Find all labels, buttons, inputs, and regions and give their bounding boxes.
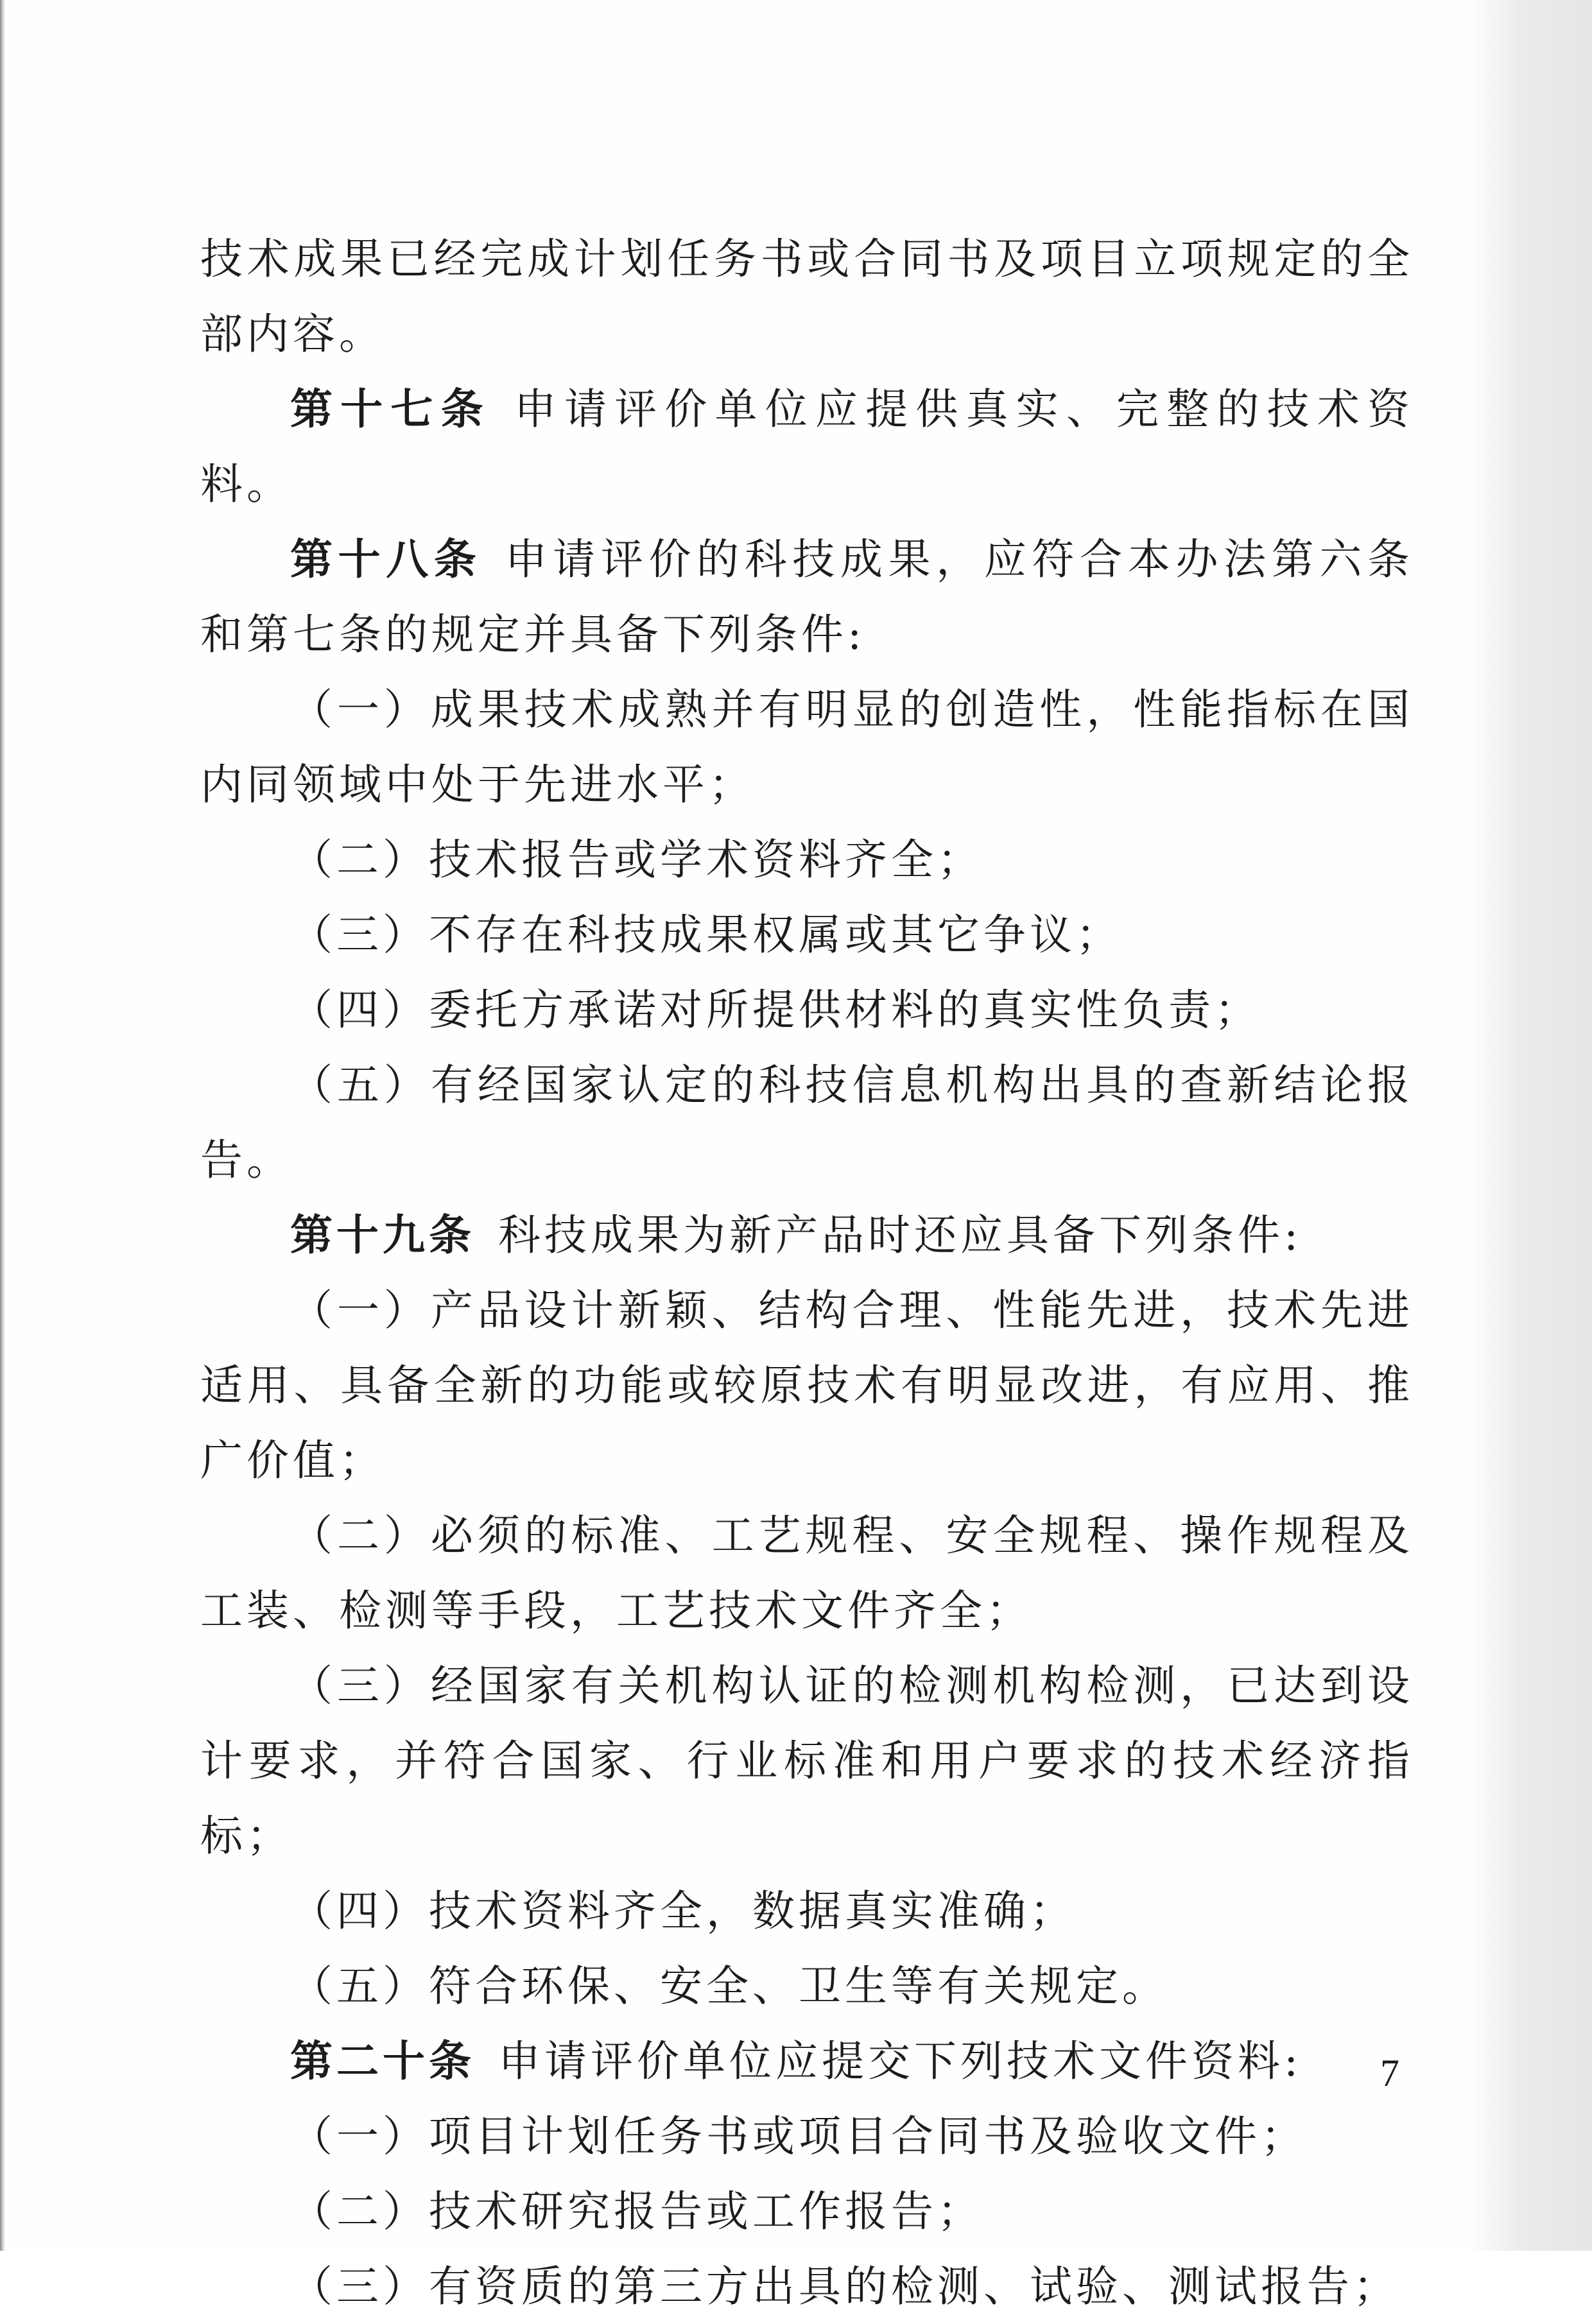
list-item-text: （三）有资质的第三方出具的检测、试验、测试报告； — [290, 2262, 1399, 2311]
article-20-item-3 — [200, 2249, 1414, 2324]
list-item-text: （一）成果技术成熟并有明显的创造性，性能指标在国内同领域中处于先进水平； — [200, 685, 1414, 809]
article-19 — [200, 1198, 1414, 1273]
article-18-item-5 — [200, 1047, 1414, 1198]
article-18 — [200, 522, 1414, 672]
list-item-text: （五）符合环保、安全、卫生等有关规定。 — [290, 1961, 1168, 2011]
list-item-text: （四）技术资料齐全，数据真实准确； — [290, 1886, 1076, 1936]
article-20-item-2 — [200, 2174, 1414, 2249]
list-item-text: （二）必须的标准、工艺规程、安全规程、操作规程及工装、检测等手段，工艺技术文件齐全； — [200, 1511, 1414, 1635]
list-item-text: （二）技术报告或学术资料齐全； — [290, 835, 983, 884]
article-19-text: 科技成果为新产品时还应具备下列条件: — [498, 1210, 1302, 1260]
list-item-text: （五）有经国家认定的科技信息机构出具的查新结论报告。 — [200, 1060, 1414, 1185]
article-20-heading: 第二十条 — [290, 2036, 475, 2086]
list-item-text: （四）委托方承诺对所提供材料的真实性负责； — [290, 985, 1261, 1035]
paragraph-0 — [200, 221, 1414, 372]
article-20-text: 申请评价单位应提交下列技术文件资料: — [498, 2036, 1302, 2086]
article-19-item-3 — [200, 1648, 1414, 1873]
article-20 — [200, 2024, 1414, 2099]
list-item-text: （一）项目计划任务书或项目合同书及验收文件； — [290, 2112, 1307, 2161]
scan-shadow-left — [0, 0, 5, 2251]
article-18-item-3 — [200, 897, 1414, 972]
article-17 — [200, 372, 1414, 522]
list-item-text: （三）不存在科技成果权属或其它争议； — [290, 910, 1122, 960]
body-text — [200, 221, 1414, 2324]
article-19-item-5 — [200, 1949, 1414, 2024]
article-18-text: 申请评价的科技成果，应符合本办法第六条和第七条的规定并具备下列条件: — [200, 535, 1414, 659]
article-19-item-4 — [200, 1873, 1414, 1949]
scan-shadow-right — [1470, 0, 1592, 2251]
article-18-item-4 — [200, 972, 1414, 1047]
article-19-item-2 — [200, 1498, 1414, 1648]
paragraph-0-text: 技术成果已经完成计划任务书或合同书及项目立项规定的全部内容。 — [200, 234, 1414, 359]
article-17-heading: 第十七条 — [290, 384, 491, 434]
list-item-text: （三）经国家有关机构认证的检测机构检测，已达到设计要求，并符合国家、行业标准和用户要求的技术经济指标； — [200, 1661, 1414, 1861]
list-item-text: （一）产品设计新颖、结构合理、性能先进，技术先进适用、具备全新的功能或较原技术有明显改进，有应用、推广价值； — [200, 1286, 1414, 1485]
article-18-item-2 — [200, 822, 1414, 897]
article-20-item-1 — [200, 2099, 1414, 2174]
article-17-text: 申请评价单位应提供真实、完整的技术资料。 — [200, 384, 1414, 509]
list-item-text: （二）技术研究报告或工作报告； — [290, 2187, 983, 2236]
article-19-heading: 第十九条 — [290, 1210, 475, 1260]
article-18-item-1 — [200, 672, 1414, 822]
article-19-item-1 — [200, 1273, 1414, 1498]
page-number: 7 — [1380, 2052, 1399, 2094]
article-18-heading: 第十八条 — [290, 535, 482, 584]
